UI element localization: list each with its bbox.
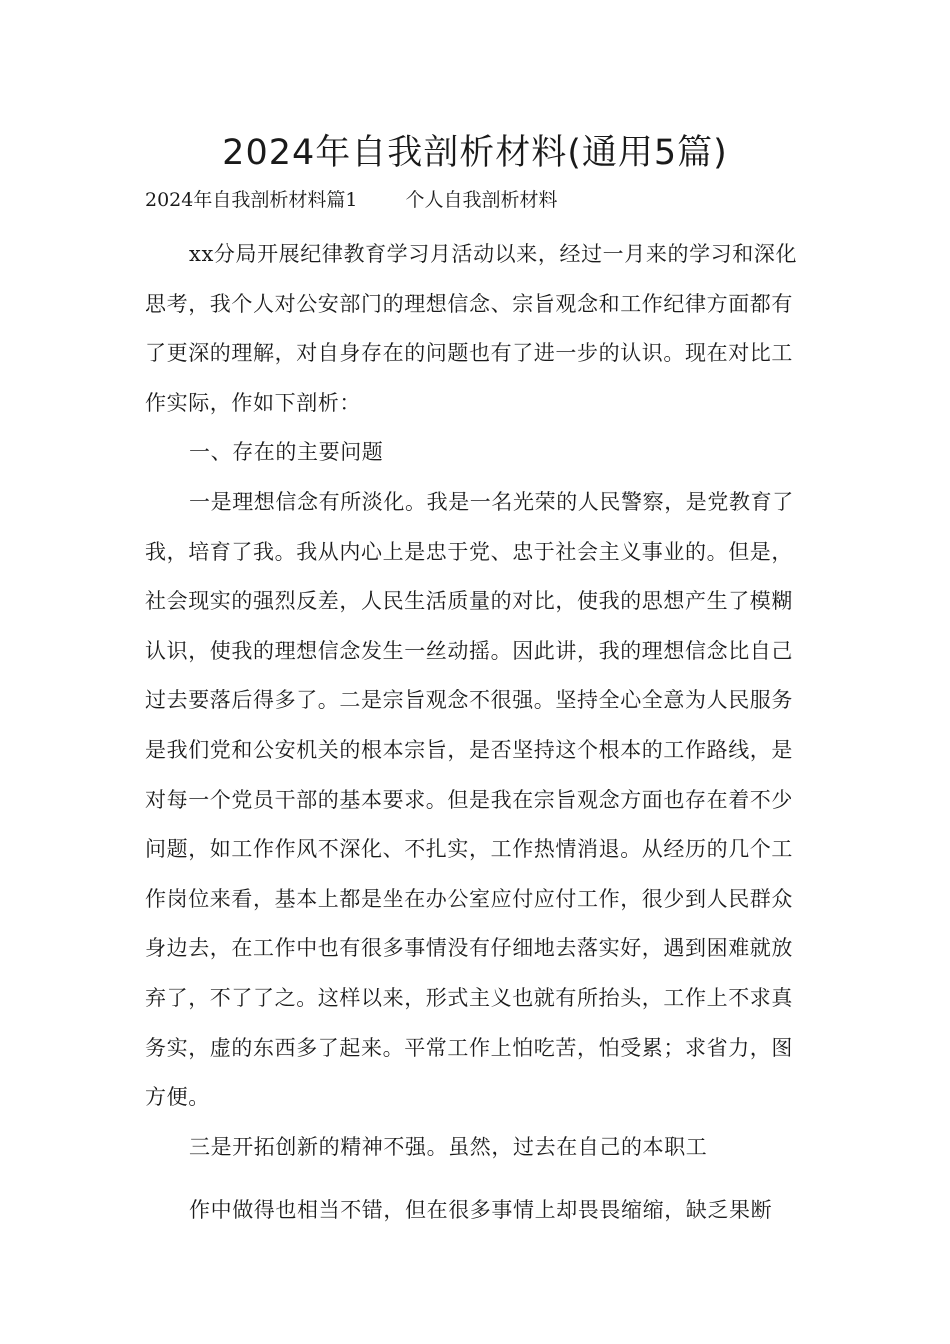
document-subtitle: [145, 185, 557, 215]
body-paragraph-heading: 一、存在的主要问题: [189, 440, 384, 465]
document-body: [145, 230, 810, 1236]
subtitle-section-label: 2024年自我剖析材料篇1: [145, 189, 358, 211]
subtitle-section-name: 个人自我剖析材料: [405, 189, 558, 211]
body-paragraph-continuation: 作中做得也相当不错，但在很多事情上却畏畏缩缩，缺乏果断: [189, 1198, 773, 1223]
body-paragraph-problems: 一是理想信念有所淡化。我是一名光荣的人民警察，是党教育了我，培育了我。我从内心上是忠于党、忠于社会主义事业的。但是，社会现实的强烈反差，人民生活质量的对比，使我的思想产生了模糊认识，使我的理想信念发生一丝动摇。因此讲，我的理想信念比自己过去要落后得多了。二是宗旨观念不很强。坚持全心全意为人民服务是我们党和公安机关的根本宗旨，是否坚持这个根本的工作路线，是对每一个党员干部的基本要求。但是我在宗旨观念方面也存在着不少问题，如工作作风不深化、不扎实，工作热情消退。从经历的几个工作岗位来看，基本上都是坐在办公室应付应付工作，很少到人民群众身边去，在工作中也有很多事情没有仔细地去落实好，遇到困难就放弃了，不了了之。这样以来，形式主义也就有所抬头，工作上不求真务实，虚的东西多了起来。平常工作上怕吃苦，怕受累；求省力，图方便。: [145, 489, 794, 1110]
body-paragraph-intro: xx分局开展纪律教育学习月活动以来，经过一月来的学习和深化思考，我个人对公安部门的理想信念、宗旨观念和工作纪律方面都有了更深的理解，对自身存在的问题也有了进一步的认识。现在对比工作实际，作如下剖析：: [145, 242, 798, 415]
document-title: 2024年自我剖析材料(通用5篇): [222, 133, 728, 173]
body-paragraph-innovation: 三是开拓创新的精神不强。虽然，过去在自己的本职工: [189, 1134, 708, 1159]
